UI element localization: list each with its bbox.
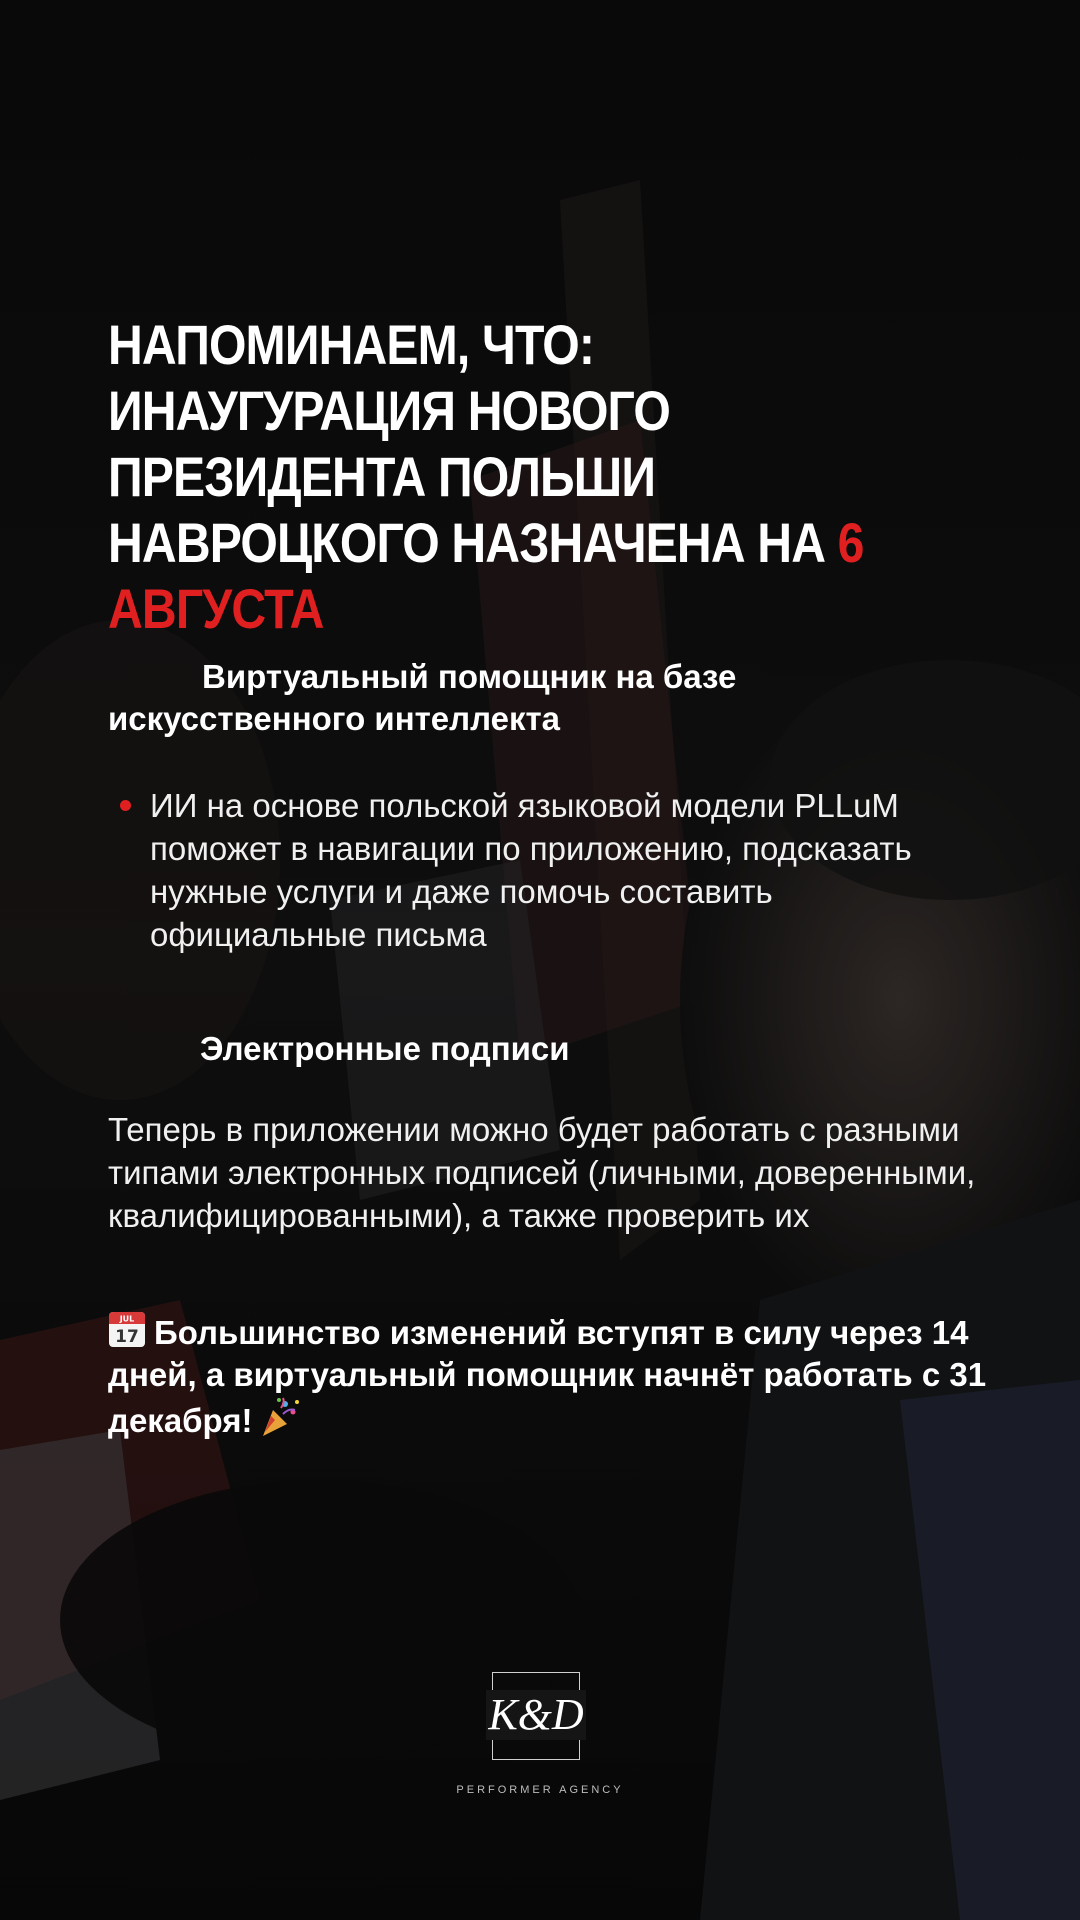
section-title-signatures-text: Электронные подписи [200,1030,570,1067]
section-title-assistant-text: Виртуальный помощник на базе искусственного интеллекта [108,658,737,737]
calendar-icon [108,1310,146,1348]
calendar-month: JUL [119,1314,135,1324]
party-popper-icon [259,1396,301,1438]
assistant-bullet-text: ИИ на основе польской языковой модели PLLuM поможет в навигации по приложению, подсказать нужные услуги и даже помочь составить официальные письма [150,787,912,953]
section-title-signatures [108,1028,968,1070]
section-title-assistant [108,656,968,740]
headline-main: НАПОМИНАЕМ, ЧТО: ИНАУГУРАЦИЯ НОВОГО ПРЕЗИДЕНТА ПОЛЬШИ НАВРОЦКОГО НАЗНАЧЕНА НА [108,313,838,574]
logo-monogram: K&D [486,1690,586,1740]
bullet-dot-icon [120,800,131,811]
headline [108,312,882,642]
list-item [150,784,980,956]
effective-date-note [108,1310,988,1442]
agency-tagline: PERFORMER AGENCY [456,1784,624,1796]
calendar-day: 17 [115,1327,139,1347]
headline-date-accent: 6 АВГУСТА [108,511,864,640]
assistant-bullet-list [150,784,980,956]
brand-logo [488,1672,584,1760]
signatures-paragraph: Теперь в приложении можно будет работать с разными типами электронных подписей (личными, доверенными, квалифицированными), а также проверить их [108,1111,976,1234]
effective-date-text: Большинство изменений вступят в силу через 14 дней, а виртуальный помощник начнёт работать с 31 декабря! [108,1314,987,1439]
